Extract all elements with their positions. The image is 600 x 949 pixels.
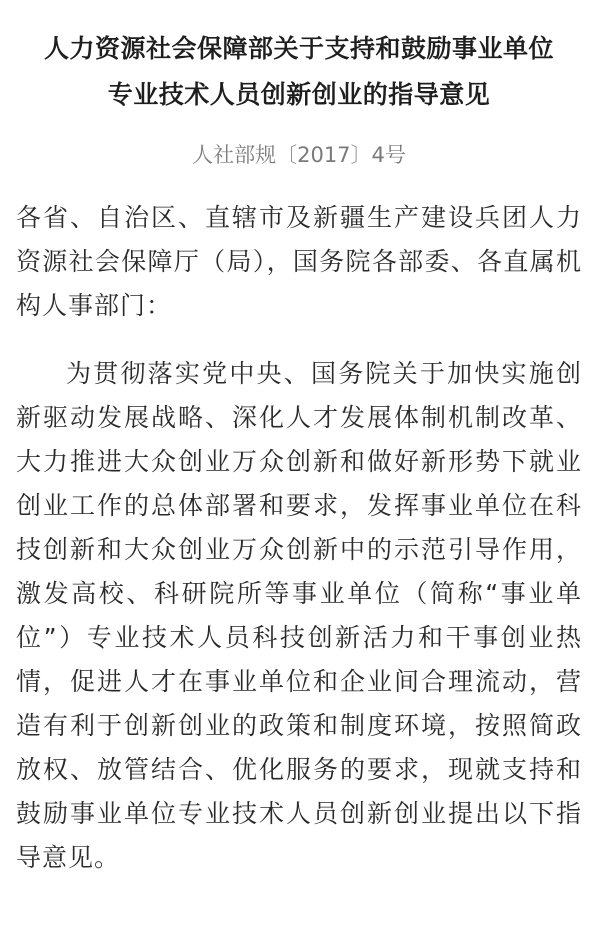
title-line-1: 人力资源社会保障部关于支持和鼓励事业单位: [43, 34, 554, 63]
addressee-paragraph: 各省、自治区、直辖市及新疆生产建设兵团人力资源社会保障厅（局），国务院各部委、各直属机构人事部门：: [16, 203, 582, 320]
title-line-2: 专业技术人员创新创业的指导意见: [107, 80, 491, 109]
document-number: 人社部规〔2017〕4号: [192, 143, 406, 167]
body-paragraph: 为贯彻落实党中央、国务院关于加快实施创新驱动发展战略、深化人才发展体制机制改革、大力推进大众创业万众创新和做好新形势下就业创业工作的总体部署和要求，发挥事业单位在科技创新和大众创业万众创新中的示范引导作用，激发高校、科研院所等事业单位（简称“事业单位”）专业技术人员科技创新活力和干事创业热情，促进人才在事业单位和企业间合理流动，营造有利于创新创业的政策和制度环境，按照简政放权、放管结合、优化服务的要求，现就支持和鼓励事业单位专业技术人员创新创业提出以下指导意见。: [16, 359, 582, 872]
document-title: [16, 26, 582, 118]
